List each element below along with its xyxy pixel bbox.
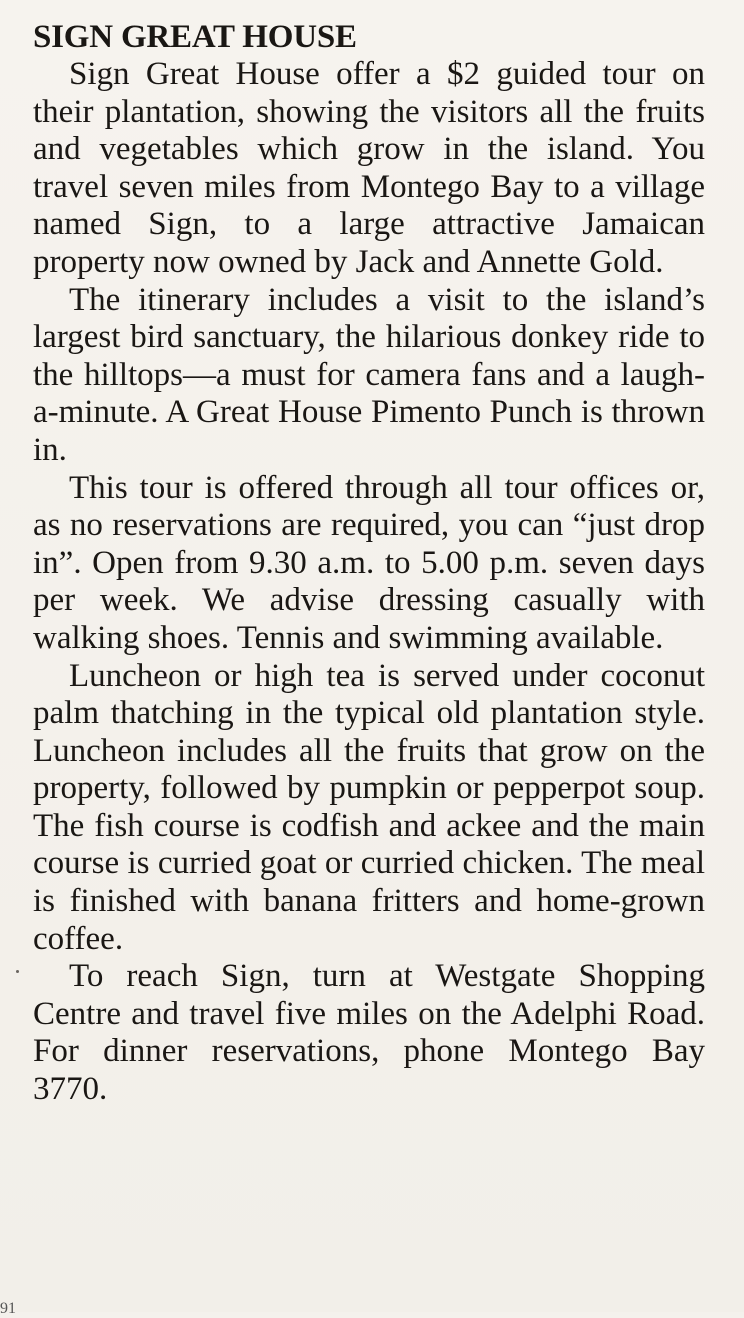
page-number: 91 xyxy=(0,1300,16,1317)
article xyxy=(33,18,705,1109)
paragraph-directions: To reach Sign, turn at Westgate Shopping Centre and travel five miles on the Adelphi Road. For dinner reservations, phone Montego Bay 3770. xyxy=(33,958,705,1108)
paragraph-hours: This tour is offered through all tour offices or, as no reservations are required, you can “just drop in”. Open from 9.30 a.m. to 5.00 p.m. seven days per week. We advise dressing casually with walking shoes. Tennis and swimming available. xyxy=(33,469,705,656)
paragraph-itinerary: The itinerary includes a visit to the island’s largest bird sanctuary, the hilarious donkey ride to the hilltops—a must for camera fans and a laugh-a-minute. A Great House Pimento Punch is thrown in. xyxy=(33,281,705,468)
paragraph-luncheon: Luncheon or high tea is served under coconut palm thatching in the typical old plantation style. Luncheon includes all the fruits that grow on the property, followed by pumpkin or pepperpot soup. The fish course is codfish and ackee and the main course is curried goat or curried chicken. The meal is finished with banana fritters and home-grown coffee. xyxy=(33,657,705,957)
print-speck xyxy=(16,970,19,973)
paragraph-intro: Sign Great House offer a $2 guided tour on their plantation, showing the visitors all the fruits and vegetables which grow in the island. You travel seven miles from Montego Bay to a village named Sign, to a large attractive Jamaican property now owned by Jack and Annette Gold. xyxy=(33,56,705,280)
article-title: SIGN GREAT HOUSE xyxy=(33,19,357,55)
